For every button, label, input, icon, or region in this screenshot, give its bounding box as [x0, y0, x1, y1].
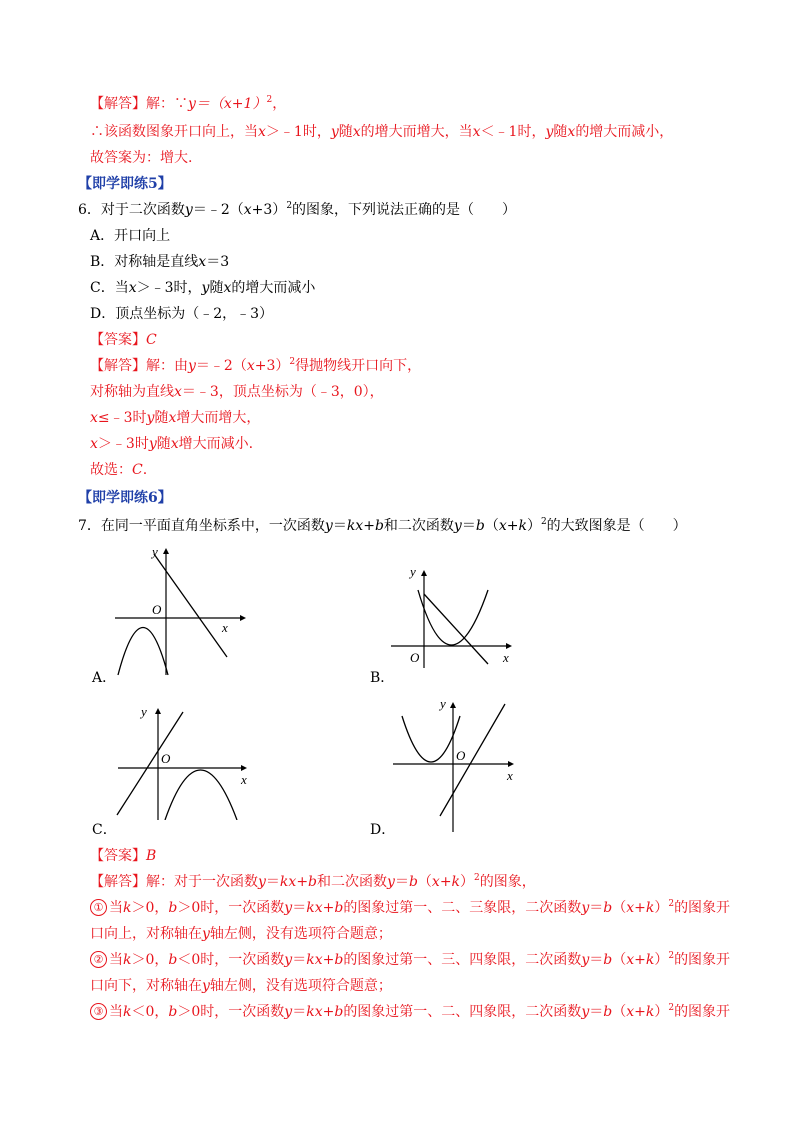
- var: b: [603, 900, 613, 916]
- origin-label: O: [456, 748, 466, 763]
- superscript: 2: [540, 517, 547, 527]
- origin-label: O: [161, 751, 171, 766]
- text: ＞0时，一次函数: [177, 1004, 285, 1020]
- answer-value: B: [146, 848, 157, 864]
- text: 故选：: [90, 462, 132, 478]
- var: y: [387, 874, 395, 890]
- var: y: [453, 518, 462, 534]
- var: y: [258, 874, 266, 890]
- superscript: 2: [668, 899, 675, 909]
- text: +: [506, 518, 519, 534]
- var: x: [128, 280, 137, 296]
- text: ＞﹣3时，: [136, 280, 202, 296]
- text: 的图象过第一、二、三象限，二次函数: [343, 900, 582, 916]
- text: 得抛物线开口向下，: [295, 358, 422, 374]
- text: ）: [526, 518, 541, 534]
- x-axis-arrow: [506, 643, 512, 649]
- q7-case3-line1: [90, 1002, 730, 1022]
- text: 的图象开: [674, 1004, 731, 1020]
- text: （: [612, 952, 627, 968]
- text: +: [439, 874, 452, 890]
- solution-tag: 【解答】: [90, 874, 146, 890]
- text: 口向下，对称轴在: [90, 978, 202, 994]
- text: 解：∵: [146, 96, 188, 112]
- graph-c-label: C．: [92, 822, 117, 838]
- equation: y＝（x+1）: [188, 96, 267, 112]
- text: ＝: [461, 518, 476, 534]
- circled-number: ②: [90, 951, 107, 968]
- answer-tag: 【答案】: [90, 332, 146, 348]
- var: k: [645, 1004, 655, 1020]
- text: ＞﹣3时: [97, 436, 149, 452]
- q7-case2-line1: [90, 950, 730, 970]
- var: y: [148, 436, 157, 452]
- var: b: [168, 900, 178, 916]
- var: x: [626, 1004, 635, 1020]
- superscript: 2: [668, 1003, 675, 1013]
- var: x: [431, 874, 440, 890]
- q6-option-c: [90, 278, 315, 298]
- var: y: [146, 410, 155, 426]
- graph-d-label: D．: [370, 822, 396, 838]
- var: x: [498, 518, 507, 534]
- var: y: [188, 358, 196, 374]
- text: +: [634, 900, 646, 916]
- text: 当: [109, 952, 123, 968]
- text: 解：对于一次函数: [146, 874, 258, 890]
- var: y: [202, 978, 210, 994]
- text: +: [296, 874, 309, 890]
- text: ＞0，: [131, 952, 169, 968]
- var: kx: [346, 518, 364, 534]
- text: 的增大而减小: [231, 280, 316, 296]
- text: 对称轴为直线: [90, 384, 174, 400]
- heading-text: 【即学即练6】: [78, 490, 172, 506]
- var: y: [581, 1004, 590, 1020]
- text: ＞0，: [131, 900, 169, 916]
- y-label: y: [152, 544, 158, 559]
- var: x: [626, 900, 635, 916]
- text: A．开口向上: [90, 228, 171, 244]
- text: +: [322, 952, 335, 968]
- q6-answer: [90, 330, 157, 350]
- parabola: [165, 770, 237, 820]
- text: ＝: [292, 900, 307, 916]
- text: 故答案为：增大.: [90, 150, 193, 166]
- var: x: [90, 410, 98, 426]
- var: x: [472, 124, 481, 140]
- text: 随: [156, 436, 171, 452]
- var: y: [284, 1004, 293, 1020]
- text: 随: [338, 124, 353, 140]
- text: 随: [209, 280, 224, 296]
- text: ＝: [589, 952, 604, 968]
- text: （: [484, 518, 499, 534]
- graph-a: [110, 540, 250, 680]
- origin-label: O: [152, 602, 162, 617]
- var: b: [334, 900, 344, 916]
- text: +: [634, 952, 646, 968]
- text: +: [322, 1004, 335, 1020]
- x-axis-arrow: [508, 761, 514, 767]
- q6-option-a: [90, 226, 170, 246]
- graph-c: [115, 700, 255, 820]
- q7-stem: [78, 516, 687, 536]
- var: x: [90, 436, 98, 452]
- var: b: [408, 874, 418, 890]
- var: x: [168, 410, 177, 426]
- text: ，: [272, 96, 287, 112]
- var: x: [246, 358, 255, 374]
- var: k: [518, 518, 527, 534]
- line: [440, 704, 505, 816]
- circled-number: ①: [90, 899, 107, 916]
- text: 随: [154, 410, 169, 426]
- text: 解：由: [146, 358, 188, 374]
- text: ＝: [292, 952, 307, 968]
- var: k: [123, 1004, 132, 1020]
- var: b: [374, 518, 384, 534]
- text: ＜0时，一次函数: [177, 952, 285, 968]
- q7-solution-line1: [90, 872, 536, 892]
- parabola: [402, 716, 460, 762]
- text: 随: [553, 124, 568, 140]
- y-label: y: [440, 696, 446, 711]
- text: 的图象开: [674, 952, 731, 968]
- var: x: [626, 952, 635, 968]
- text: 6．对于二次函数: [78, 202, 185, 218]
- var: x: [170, 436, 179, 452]
- var: y: [324, 518, 333, 534]
- text: ＝: [265, 874, 280, 890]
- text: 和二次函数: [383, 518, 454, 534]
- text: +: [363, 518, 375, 534]
- text: （: [612, 900, 627, 916]
- text: ＝: [589, 900, 604, 916]
- text: +3）: [254, 358, 290, 374]
- var: x: [198, 254, 207, 270]
- text: ）: [654, 900, 669, 916]
- text: 的大致图象是（ ）: [546, 518, 687, 534]
- text: ）: [654, 1004, 669, 1020]
- text: ）: [654, 952, 669, 968]
- text: ＝﹣2（: [192, 202, 244, 218]
- text: +3）: [251, 202, 287, 218]
- text: ＝: [589, 1004, 604, 1020]
- text: ＝3: [206, 254, 230, 270]
- x-axis-arrow: [241, 765, 247, 771]
- var: y: [201, 280, 210, 296]
- text: 的增大而减小，: [575, 124, 674, 140]
- q6-stem: [78, 200, 516, 220]
- var: k: [645, 952, 655, 968]
- text: 的图象，下列说法正确的是（ ）: [292, 202, 517, 218]
- text: ＞﹣1时，: [265, 124, 331, 140]
- q7-case1-line2: [90, 924, 392, 944]
- q6-option-d: [90, 304, 273, 324]
- var: y: [581, 900, 590, 916]
- graph-a-label: A．: [92, 670, 117, 686]
- text: 当: [109, 900, 123, 916]
- var: k: [123, 952, 132, 968]
- origin-label: O: [410, 650, 420, 665]
- var: y: [284, 952, 293, 968]
- solution-tag: 【解答】: [90, 96, 146, 112]
- var: k: [451, 874, 461, 890]
- solution-tag: 【解答】: [90, 358, 146, 374]
- answer-value: C: [146, 332, 157, 348]
- q6-solution-line5: [90, 460, 147, 480]
- practice6-heading: [78, 488, 172, 508]
- var: y: [330, 124, 339, 140]
- text: ＝: [332, 518, 347, 534]
- text: 口向上，对称轴在: [90, 926, 202, 942]
- text: 当: [109, 1004, 123, 1020]
- var: b: [334, 952, 344, 968]
- text: （: [417, 874, 432, 890]
- superscript: 2: [289, 357, 296, 367]
- q6-option-b: [90, 252, 229, 272]
- var: kx: [306, 1004, 323, 1020]
- var: k: [123, 900, 132, 916]
- text: .: [142, 462, 148, 478]
- var: y: [202, 926, 210, 942]
- superscript: 2: [286, 201, 293, 211]
- var: kx: [306, 952, 323, 968]
- x-axis-arrow: [240, 615, 246, 621]
- var: kx: [306, 900, 323, 916]
- superscript: 2: [266, 95, 273, 105]
- text: +: [634, 1004, 646, 1020]
- q7-case1-line1: [90, 898, 730, 918]
- y-label: y: [141, 704, 147, 719]
- text: ＜﹣1时，: [480, 124, 546, 140]
- var: b: [475, 518, 485, 534]
- graph-b-label: B．: [370, 670, 395, 686]
- superscript: 2: [668, 951, 675, 961]
- text: 的图象，: [479, 874, 536, 890]
- text: 轴左侧，没有选项符合题意；: [209, 926, 392, 942]
- text: 的图象过第一、三、四象限，二次函数: [343, 952, 582, 968]
- var: k: [645, 900, 655, 916]
- var: x: [174, 384, 182, 400]
- var: y: [581, 952, 590, 968]
- text: 7．在同一平面直角坐标系中，一次函数: [78, 518, 325, 534]
- text: 增大而减小.: [178, 436, 254, 452]
- y-axis-arrow: [163, 548, 169, 554]
- graph-d: [390, 688, 520, 834]
- prev-solution-line1: [90, 94, 286, 114]
- var: x: [258, 124, 266, 140]
- graph-b: [388, 550, 518, 670]
- var: y: [545, 124, 554, 140]
- var: b: [308, 874, 318, 890]
- x-label: x: [241, 772, 247, 787]
- text: ＝﹣3，顶点坐标为（﹣3，0），: [181, 384, 384, 400]
- x-label: x: [507, 768, 513, 783]
- text: 轴左侧，没有选项符合题意；: [209, 978, 392, 994]
- var: y: [184, 202, 193, 218]
- var: y: [284, 900, 293, 916]
- var: x: [567, 124, 576, 140]
- text: ≤﹣3时: [97, 410, 147, 426]
- text: B．对称轴是直线: [90, 254, 199, 270]
- var: x: [352, 124, 361, 140]
- text: 的图象过第一、二、四象限，二次函数: [343, 1004, 582, 1020]
- var: kx: [279, 874, 297, 890]
- answer-tag: 【答案】: [90, 848, 146, 864]
- text: 和二次函数: [317, 874, 388, 890]
- line: [154, 554, 227, 657]
- text: ＝: [292, 1004, 307, 1020]
- text: 增大而增大，: [176, 410, 261, 426]
- var: x: [243, 202, 252, 218]
- q6-solution-line1: [90, 356, 421, 376]
- q6-solution-line4: [90, 434, 253, 454]
- var: b: [603, 1004, 613, 1020]
- text: （: [612, 1004, 627, 1020]
- q7-case2-line2: [90, 976, 392, 996]
- text: ＝: [394, 874, 409, 890]
- superscript: 2: [474, 873, 480, 883]
- var: b: [603, 952, 613, 968]
- var: C: [132, 462, 143, 478]
- text: ∴该函数图象开口向上，当: [90, 124, 258, 140]
- q6-solution-line3: [90, 408, 260, 428]
- text: 的增大而增大，当: [360, 124, 473, 140]
- text: ＜0，: [131, 1004, 169, 1020]
- text: ＝﹣2（: [195, 358, 247, 374]
- x-label: x: [222, 620, 228, 635]
- text: +: [322, 900, 335, 916]
- y-axis-arrow: [421, 570, 427, 576]
- text: ＞0时，一次函数: [177, 900, 285, 916]
- heading-text: 【即学即练5】: [78, 176, 172, 192]
- y-label: y: [410, 564, 416, 579]
- practice5-heading: [78, 174, 172, 194]
- var: x: [223, 280, 232, 296]
- q6-solution-line2: [90, 382, 384, 402]
- prev-solution-line3: [90, 148, 192, 168]
- x-label: x: [503, 650, 509, 665]
- var: b: [334, 1004, 344, 1020]
- var: b: [168, 1004, 178, 1020]
- y-axis-arrow: [450, 702, 456, 708]
- parabola: [118, 628, 168, 676]
- var: b: [168, 952, 178, 968]
- prev-solution-line2: [90, 122, 673, 142]
- text: ）: [460, 874, 475, 890]
- text: C．当: [90, 280, 129, 296]
- text: 的图象开: [674, 900, 731, 916]
- y-axis-arrow: [155, 708, 161, 714]
- circled-number: ③: [90, 1003, 107, 1020]
- q7-answer: [90, 846, 156, 866]
- text: D．顶点坐标为（﹣2，﹣3）: [90, 306, 274, 322]
